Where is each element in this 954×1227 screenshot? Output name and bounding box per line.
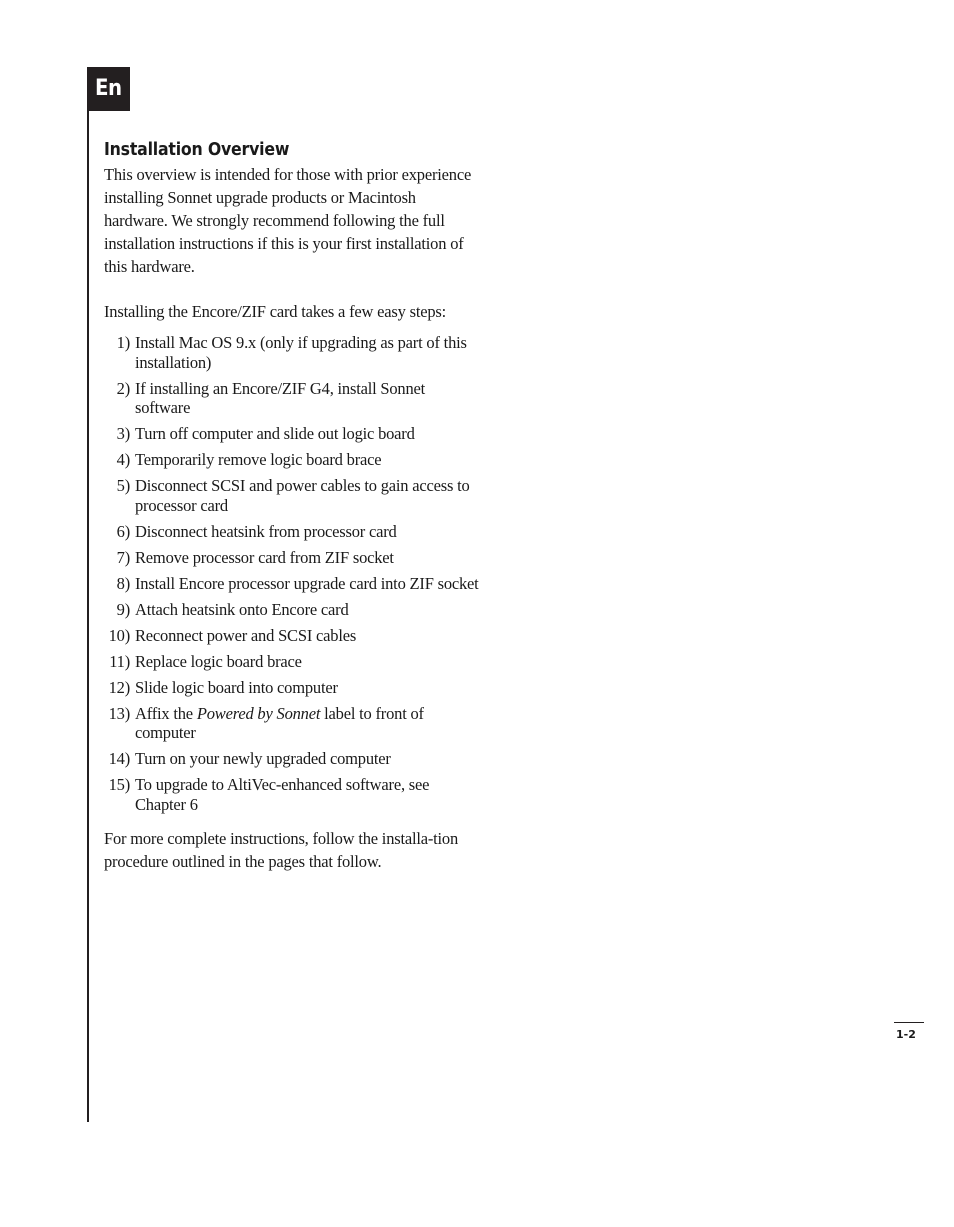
section-heading: Installation Overview: [104, 140, 290, 160]
step-text: Attach heatsink onto Encore card: [135, 599, 349, 619]
step-text: Disconnect heatsink from processor card: [135, 521, 397, 541]
list-item: [104, 450, 479, 470]
steps-lead-paragraph: Installing the Encore/ZIF card takes a few easy steps:: [104, 302, 446, 321]
steps-list: [104, 333, 479, 814]
step-number: 5): [116, 476, 130, 495]
list-item: [104, 704, 479, 743]
step-number: 13): [108, 703, 130, 723]
list-item: [104, 775, 479, 814]
list-item: [104, 548, 479, 568]
step-number: 12): [108, 677, 130, 697]
language-tab: En: [87, 67, 130, 111]
step-text: [135, 704, 479, 743]
step-number: 9): [116, 599, 130, 619]
step-text: Turn on your newly upgraded computer: [135, 749, 391, 768]
list-item: [104, 522, 479, 542]
step-number: 10): [108, 625, 130, 645]
step-text-after: label to front of computer: [135, 703, 424, 742]
step-number: 14): [108, 749, 130, 768]
side-rule: [87, 110, 89, 1122]
closing-paragraph: For more complete instructions, follow the installa-tion procedure outlined in the pages that follow.: [104, 829, 459, 871]
step-number: 4): [116, 450, 130, 469]
list-item: [104, 424, 479, 444]
step-text: Install Mac OS 9.x (only if upgrading as part of this installation): [135, 333, 467, 372]
step-text: Slide logic board into computer: [135, 677, 338, 697]
step-text: Replace logic board brace: [135, 651, 302, 671]
step-number: 8): [116, 573, 130, 593]
list-item: [104, 652, 479, 672]
list-item: [104, 749, 479, 769]
intro-paragraph: This overview is intended for those with prior experience installing Sonnet upgrade products or Macintosh hardware. We strongly recommend following the full installation instructions if this is your first installation of this hardware.: [104, 165, 472, 276]
step-number: 7): [116, 547, 130, 567]
list-item: [104, 574, 479, 594]
page-number-rule: [894, 1022, 924, 1023]
list-item: [104, 476, 479, 515]
step-text-before: Affix the: [135, 703, 197, 723]
step-text: Turn off computer and slide out logic board: [135, 424, 415, 443]
step-number: 2): [116, 378, 130, 398]
product-label-name: Powered by Sonnet: [196, 703, 321, 723]
list-item: [104, 333, 479, 372]
step-text: If installing an Encore/ZIF G4, install Sonnet software: [135, 378, 426, 417]
main-content: [104, 138, 479, 873]
step-number: 1): [116, 333, 130, 352]
step-number: 11): [109, 651, 130, 671]
step-text: Remove processor card from ZIF socket: [135, 547, 394, 567]
step-text: Disconnect SCSI and power cables to gain access to processor card: [135, 476, 470, 515]
step-number: 3): [116, 424, 130, 443]
list-item: [104, 600, 479, 620]
step-text: Temporarily remove logic board brace: [135, 450, 382, 469]
step-text: To upgrade to AltiVec-enhanced software, see Chapter 6: [135, 775, 430, 814]
step-number: 6): [116, 521, 130, 541]
list-item: [104, 379, 479, 418]
step-text: Reconnect power and SCSI cables: [135, 625, 357, 645]
page-number: 1-2: [896, 1028, 916, 1041]
list-item: [104, 626, 479, 646]
step-number: 15): [108, 775, 130, 794]
step-text: Install Encore processor upgrade card into ZIF socket: [135, 573, 479, 593]
list-item: [104, 678, 479, 698]
